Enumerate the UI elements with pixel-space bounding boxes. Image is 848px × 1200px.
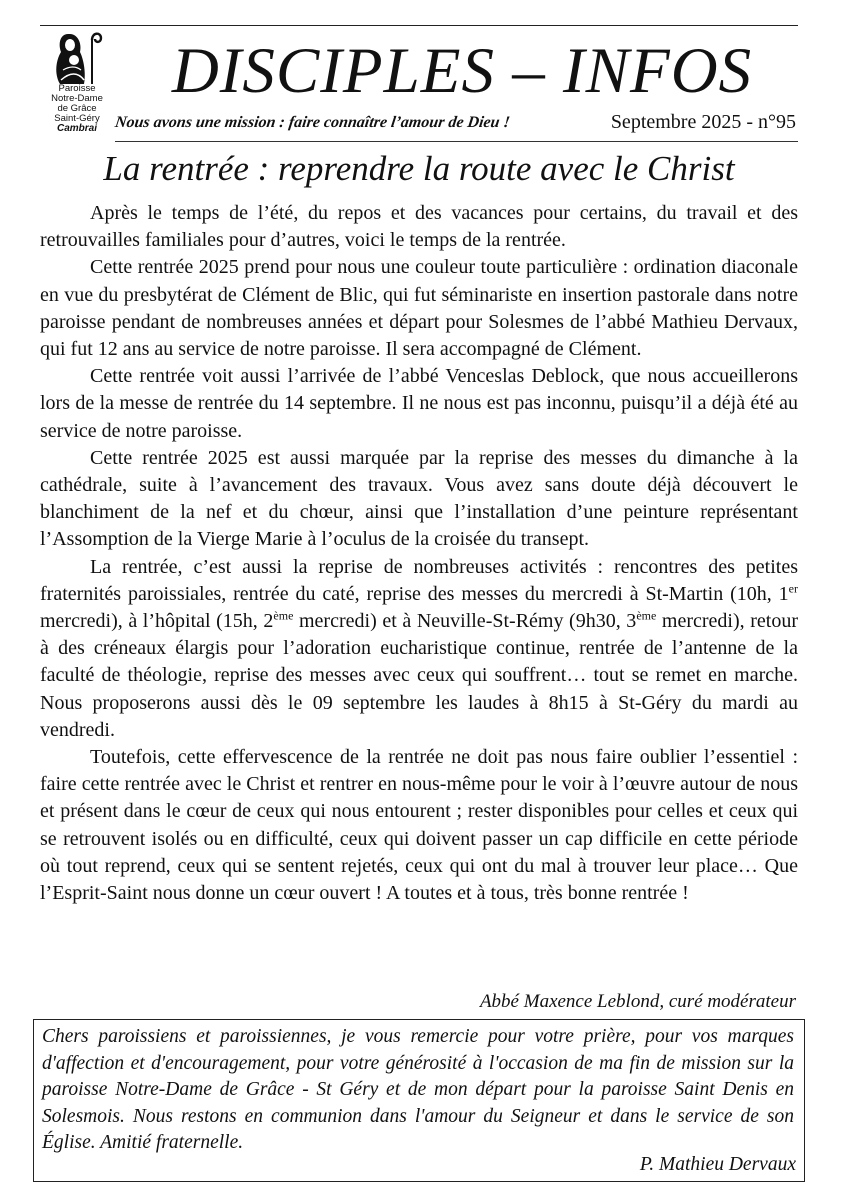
farewell-signature: P. Mathieu Dervaux (639, 1154, 796, 1175)
header-top-rule (40, 25, 798, 26)
parish-logo (38, 30, 116, 142)
issue-label: Septembre 2025 - n°95 (610, 111, 796, 133)
text-run: mercredi) et à Neuville-St-Rémy (9h30, 3 (293, 610, 637, 633)
article-paragraph: Après le temps de l’été, du repos et des vacances pour certains, du travail et des retrouvailles familiales pour d’autres, voici le temps de la rentrée. (40, 202, 798, 252)
madonna-crozier-icon (48, 30, 108, 86)
ordinal-suffix: ème (273, 608, 294, 623)
text-run: mercredi), retour à des créneaux élargis pour l’adoration eucharistique continue, rentrée de l’antenne de la faculté de théologie, reprise des messes avec ceux qui souffrent… tout se remet en marche. Nous proposerons aussi dès le 09 septembre les laudes à 8h15 à St-Géry du mardi au vendredi. (40, 610, 798, 741)
logo-caption (38, 84, 116, 134)
article-paragraph: Cette rentrée 2025 prend pour nous une couleur toute particulière : ordination diaconale en vue du presbytérat de Clément de Blic, qui fut séminariste en insertion pastorale dans notre paroisse pendant de nombreuses années et départ pour Solesmes de l’abbé Mathieu Dervaux, qui fut 12 ans au service de notre paroisse. Il sera accompagné de Clément. (40, 256, 798, 361)
farewell-box (33, 1019, 805, 1182)
logo-line: Saint-Géry (54, 113, 100, 124)
tagline: Nous avons une mission : faire connaître l’amour de Dieu ! (113, 114, 511, 131)
article-body (40, 200, 798, 907)
logo-line: Cambrai (56, 123, 97, 134)
farewell-text: Chers paroissiens et paroissiennes, je vous remercie pour votre prière, pour vos marques d'affection et d'encouragement, pour votre générosité à l'occasion de ma fin de mission sur la paroisse Notre-Dame de Grâce - St Géry et de mon départ pour la paroisse Saint Denis en Solesmois. Nous restons en communion dans l'amour du Seigneur et dans le service de son Église. Amitié fraternelle. (42, 1026, 794, 1154)
newsletter-title: DISCIPLES – INFOS (171, 35, 753, 107)
ordinal-suffix: ème (636, 608, 657, 623)
article-paragraph: Cette rentrée voit aussi l’arrivée de l’abbé Venceslas Deblock, que nous accueillerons lors de la messe de rentrée du 14 septembre. Il ne nous est pas inconnu, puisqu’il a déjà été au service de notre paroisse. (40, 365, 798, 442)
article-paragraph: Toutefois, cette effervescence de la rentrée ne doit pas nous faire oublier l’essentiel : faire cette rentrée avec le Christ et rentrer en nous-même pour le voir à l’œuvre autour de nous et présent dans le cœur de ceux qui nous entourent ; rester disponibles pour celles et ceux qui se retrouvent isolés ou en difficulté, ceux qui doivent passer un cap difficile en cette période où tout reprend, ceux qui se sentent rejetés, ceux qui ont du mal à trouver leur place… Que l’Esprit-Saint nous donne un cœur ouvert ! A toutes et à tous, très bonne rentrée ! (40, 746, 798, 905)
article-headline: La rentrée : reprendre la route avec le Christ (103, 149, 735, 188)
logo-line: Notre-Dame (51, 93, 103, 104)
article-paragraph (40, 554, 798, 744)
header-bottom-rule (115, 141, 798, 142)
text-run: La rentrée, c’est aussi la reprise de nombreuses activités : rencontres des petites fraternités paroissiales, rentrée du caté, reprise des messes du mercredi à St-Martin (10h, 1 (40, 555, 798, 605)
article-paragraph: Cette rentrée 2025 est aussi marquée par la reprise des messes du dimanche à la cathédrale, suite à l’avancement des travaux. Vous avez sans doute déjà découvert le blanchiment de la nef et du chœur, ainsi que l’installation d’une peinture représentant l’Assomption de la Vierge Marie à l’oculus de la croisée du transept. (40, 446, 798, 551)
logo-line: de Grâce (57, 103, 97, 114)
logo-line: Paroisse (58, 83, 96, 94)
text-run: mercredi), à l’hôpital (15h, 2 (40, 610, 274, 633)
article-signature: Abbé Maxence Leblond, curé modérateur (479, 991, 796, 1012)
ordinal-suffix: er (788, 581, 798, 596)
